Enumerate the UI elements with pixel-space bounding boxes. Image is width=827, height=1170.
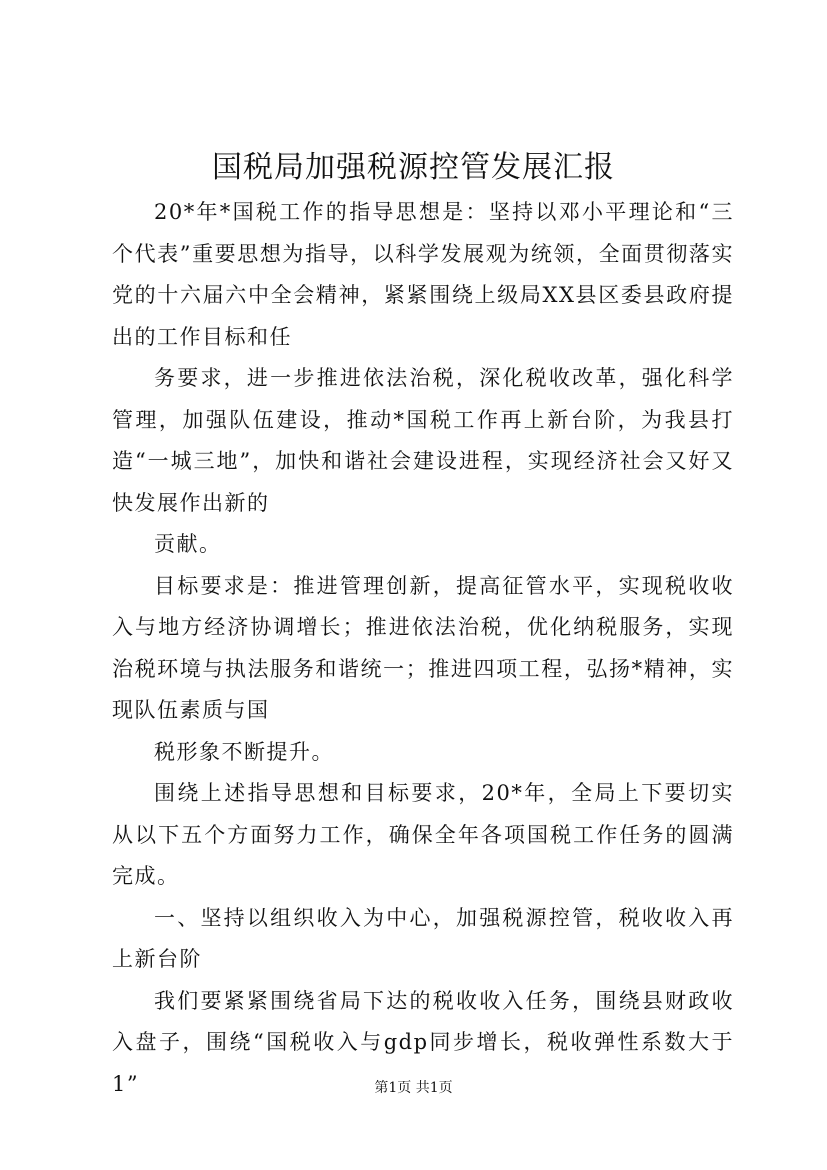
- document-body: [112, 192, 734, 1105]
- page-footer: 第1页 共1页: [374, 1080, 453, 1096]
- paragraph: 围绕上述指导思想和目标要求，20*年，全局上下要切实从以下五个方面努力工作，确保全年各项国税工作任务的圆满完成。: [112, 781, 734, 888]
- paragraph: 务要求，进一步推进依法治税，深化税收改革，强化科学管理，加强队伍建设，推动*国税工作再上新台阶，为我县打造“一城三地”，加快和谐社会建设进程，实现经济社会又好又快发展作出新的: [112, 366, 734, 515]
- paragraph: 我们要紧紧围绕省局下达的税收收入任务，围绕县财政收入盘子，围绕“国税收入与gdp同步增长，税收弹性系数大于1”: [112, 988, 734, 1096]
- section-heading: 一、坚持以组织收入为中心，加强税源控管，税收收入再上新台阶: [112, 905, 734, 971]
- paragraph: 20*年*国税工作的指导思想是：坚持以邓小平理论和“三个代表”重要思想为指导，以科学发展观为统领，全面贯彻落实党的十六届六中全会精神，紧紧围绕上级局XX县区委县政府提出的工作目标和任: [112, 200, 734, 349]
- paragraph: 税形象不断提升。: [154, 739, 334, 764]
- document-title: 国税局加强税源控管发展汇报: [212, 150, 615, 185]
- paragraph: 贡献。: [154, 532, 222, 556]
- paragraph: 目标要求是：推进管理创新，提高征管水平，实现税收收入与地方经济协调增长；推进依法治税，优化纳税服务，实现治税环境与执法服务和谐统一；推进四项工程，弘扬*精神，实现队伍素质与国: [112, 573, 734, 722]
